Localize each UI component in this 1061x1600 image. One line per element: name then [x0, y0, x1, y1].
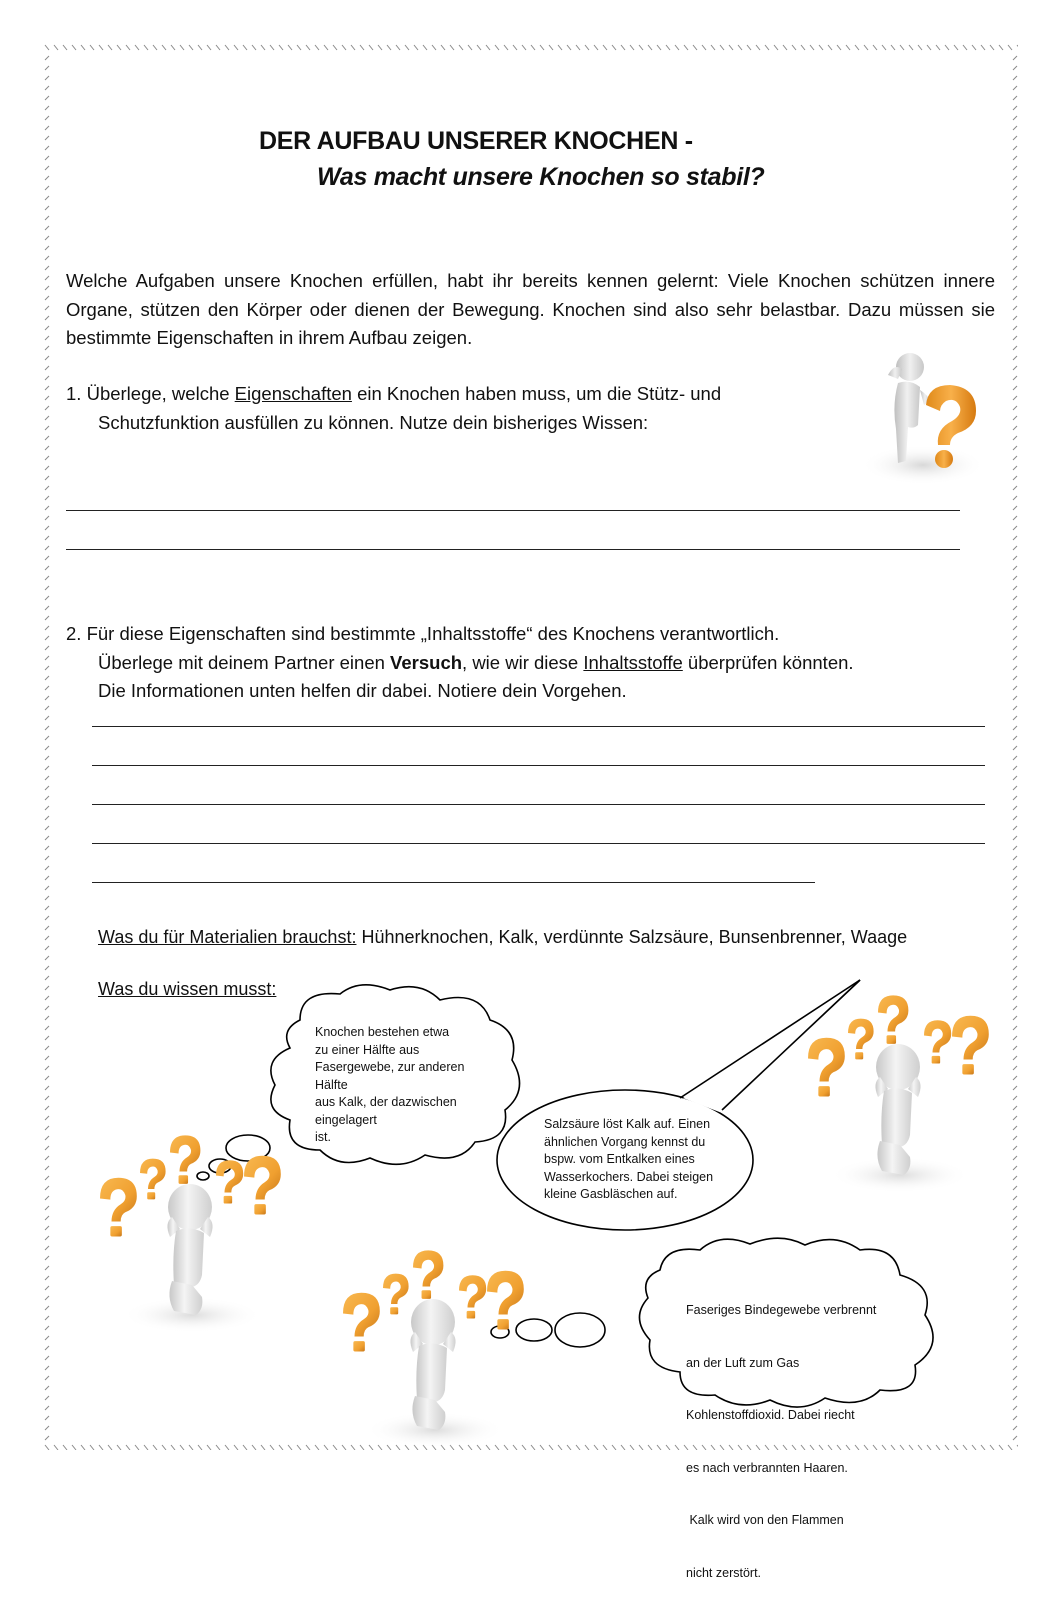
bubble-line: es nach verbrannten Haaren. — [686, 1460, 848, 1475]
task-2-line-1: Für diese Eigenschaften sind bestimmte „Inhaltsstoffe“ des Knochens verantwortlich. — [86, 623, 780, 644]
bubble-line: ähnlichen Vorgang kennst du — [544, 1134, 706, 1149]
kneeling-figure-with-question-marks-icon — [92, 1125, 292, 1335]
bubble-line: aus Kalk, der dazwischen — [315, 1095, 457, 1109]
bubble-line: Fasergewebe, zur anderen — [315, 1060, 465, 1074]
kneeling-figure-with-question-marks-icon — [800, 985, 1000, 1195]
task-2-line-3: Die Informationen unten helfen dir dabei. Notiere dein Vorgehen. — [98, 680, 627, 701]
bubble-line: Salzsäure löst Kalk auf. Einen — [544, 1117, 711, 1131]
page-subtitle: Was macht unsere Knochen so stabil? — [317, 163, 765, 191]
bubble-line: Kalk wird von den Flammen — [686, 1513, 844, 1527]
thought-bubble-bone-composition — [315, 1024, 464, 1147]
bubble-line: zu einer Hälfte aus — [315, 1042, 420, 1057]
task-1-number: 1. — [66, 383, 82, 404]
bubble-line: Kohlenstoffdioxid. Dabei riecht — [686, 1408, 855, 1422]
bubble-line: eingelagert — [315, 1112, 377, 1127]
speech-bubble-hydrochloric-acid — [544, 1116, 713, 1204]
task-2-bold-keyword: Versuch — [390, 651, 463, 673]
materials-label: Was du für Materialien brauchst: — [98, 927, 357, 947]
bubble-line: Faseriges Bindegewebe verbrennt — [686, 1303, 877, 1317]
bubble-line: an der Luft zum Gas — [686, 1355, 800, 1370]
task-2-text-a: Überlege mit deinem Partner einen — [98, 651, 391, 673]
page-title: DER AUFBAU UNSERER KNOCHEN - — [259, 127, 693, 155]
knowledge-label: Was du wissen musst: — [98, 979, 277, 999]
kneeling-figure-with-question-marks-icon — [335, 1240, 535, 1450]
task-1-keyword: Eigenschaften — [234, 383, 352, 404]
task-2-underlined-keyword: Inhaltsstoffe — [583, 651, 683, 673]
materials-list: Hühnerknochen, Kalk, verdünnte Salzsäure, Bunsenbrenner, Waage — [356, 927, 908, 947]
bubble-line: ist. — [315, 1130, 331, 1144]
thought-bubble-burning-tissue — [686, 1267, 876, 1600]
task-1-text-b: ein Knochen haben muss, um die Stütz- und — [351, 383, 722, 404]
bubble-line: kleine Gasbläschen auf. — [544, 1187, 678, 1201]
task-1-text-a: Überlege, welche — [86, 383, 235, 404]
bubble-line: bspw. vom Entkalken eines — [544, 1152, 695, 1166]
task-2-number: 2. — [66, 623, 82, 644]
task-2-text-c: überprüfen könnten. — [682, 651, 854, 673]
bubble-line: Knochen bestehen etwa — [315, 1025, 450, 1039]
task-2-text-b: , wie wir diese — [462, 651, 584, 673]
bubble-line: Wasserkochers. Dabei steigen — [544, 1169, 714, 1184]
bubble-line: Hälfte — [315, 1077, 348, 1092]
intro-paragraph: Welche Aufgaben unsere Knochen erfüllen, habt ihr bereits kennen gelernt: Viele Knochen schützen innere Organe, stützen den Körper oder dienen der Bewegung. Knochen sind also sehr belastbar. Dazu müssen sie bestimmte Eigenschaften in ihrem Aufbau zeigen. — [66, 270, 995, 348]
bubble-line: nicht zerstört. — [686, 1565, 762, 1580]
task-1-line-2: Schutzfunktion ausfüllen zu können. Nutze dein bisheriges Wissen: — [98, 411, 649, 433]
